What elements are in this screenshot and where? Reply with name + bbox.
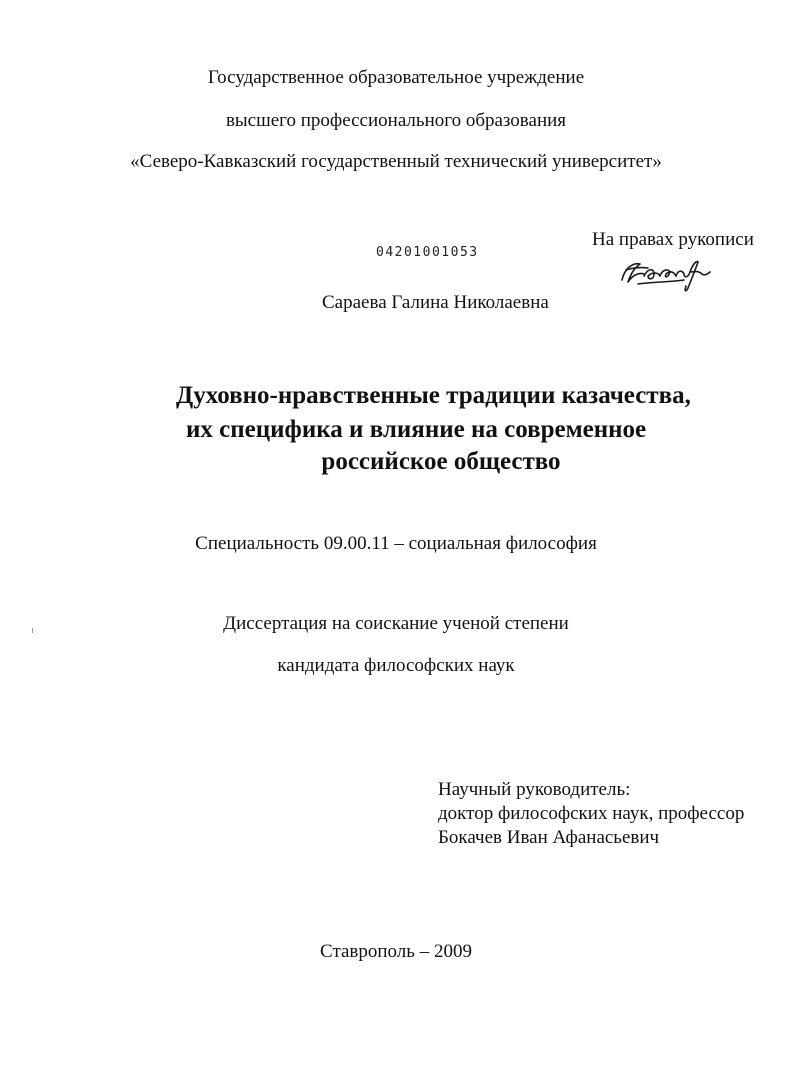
specialty: Специальность 09.00.11 – социальная философия (195, 533, 597, 554)
rights-note: На правах рукописи (592, 229, 754, 250)
dissertation-title-line-3: российское общество (321, 448, 561, 475)
purpose-line-1: Диссертация на соискание ученой степени (223, 613, 569, 634)
dissertation-title-line-2: их специфика и влияние на современное (186, 416, 647, 443)
supervisor-block (438, 778, 744, 850)
institution-line-2: высшего профессионального образования (225, 110, 567, 131)
document-number: 04201001053 (376, 245, 479, 260)
author-name: Сараева Галина Николаевна (322, 292, 549, 313)
supervisor-name: Бокачев Иван Афанасьевич (438, 827, 660, 848)
purpose-line-2: кандидата философских наук (277, 655, 515, 676)
dissertation-title-line-1: Духовно-нравственные традиции казачества, (176, 382, 691, 409)
signature-icon (618, 250, 714, 294)
supervisor-heading: Научный руководитель: (438, 779, 631, 800)
city-year: Ставрополь – 2009 (320, 941, 472, 962)
institution-line-3: «Северо-Кавказский государственный технический университет» (130, 151, 662, 172)
supervisor-degree: доктор философских наук, профессор (438, 803, 745, 824)
institution-line-1: Государственное образовательное учреждение (207, 67, 585, 88)
